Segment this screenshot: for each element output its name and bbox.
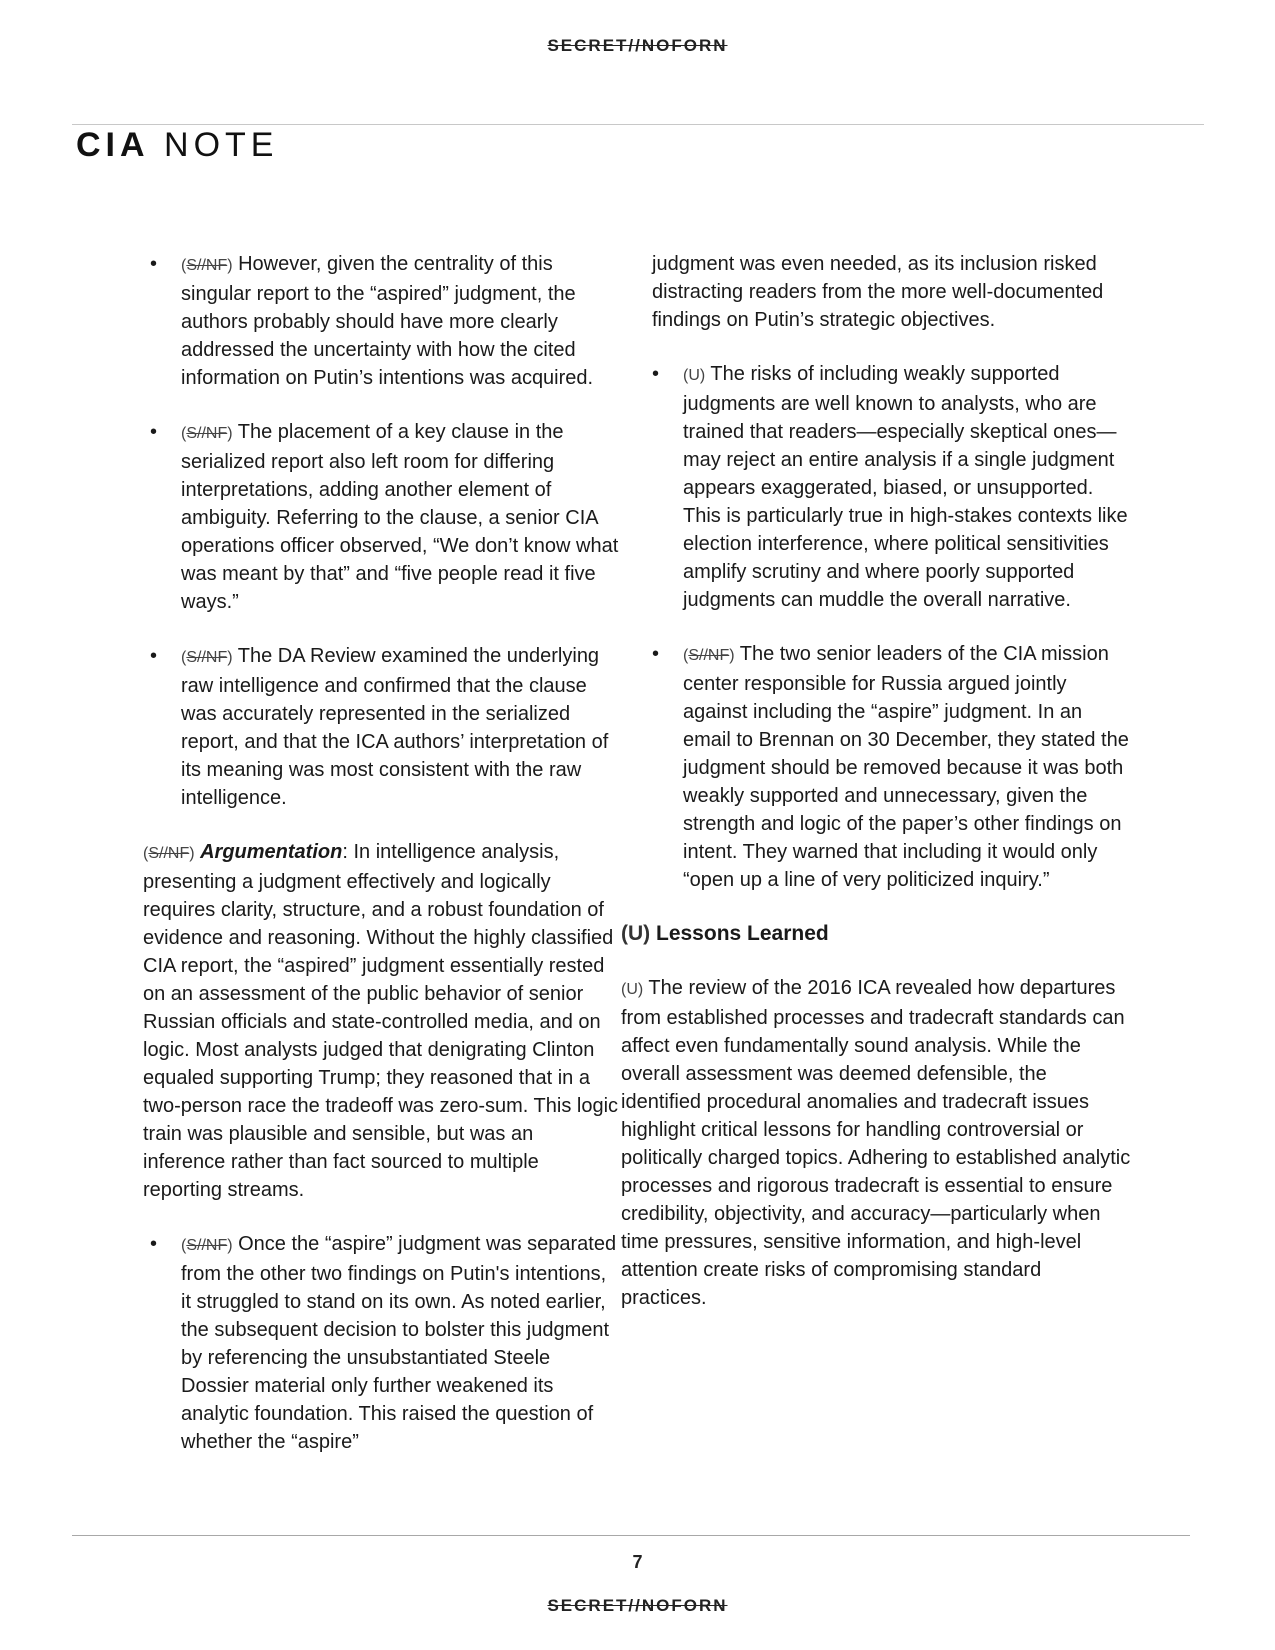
classification-marking: S//NF — [186, 425, 228, 442]
header-rule — [72, 124, 1204, 125]
masthead-note: NOTE — [164, 126, 279, 164]
masthead — [76, 126, 278, 165]
paragraph-text: The review of the 2016 ICA revealed how departures from established processes and tradecraft standards can affect even fundamentally sound analysis. While the overall assessment was deemed defensible, the identified procedural anomalies and tradecraft issues highlight critical lessons for handling controversial or politically charged topics. Adhering to established analytic processes and rigorous tradecraft is essential to ensure credibility, objectivity, and accuracy—particularly when time pressures, sensitive information, and high-level attention create risks of compromising standard practices. — [621, 977, 1131, 1309]
section-heading-lessons-learned — [621, 920, 1132, 948]
bullet-text: The two senior leaders of the CIA mission center responsible for Russia argued jointly against including the “aspire” judgment. In an email to Brennan on 30 December, they stated the judgment should be removed because it was both weakly supported and unnecessary, given the strength and logic of the paper’s other findings on intent. They warned that including it would only “open up a line of very politicized inquiry.” — [683, 643, 1129, 891]
heading-marking: (U) — [621, 922, 651, 945]
classification-marking: S//NF — [186, 649, 228, 666]
classification-marking: U — [688, 367, 700, 384]
bullet-text: The placement of a key clause in the serialized report also left room for differing interpretations, adding another element of ambiguity. Referring to the clause, a senior CIA operations officer observed, “We don’t know what was meant by that” and “five people read it five ways.” — [181, 421, 619, 613]
bullet-text: judgment was even needed, as its inclusion risked distracting readers from the more well-documented findings on Putin’s strategic objectives. — [652, 253, 1104, 331]
bullet-text: The risks of including weakly supported judgments are well known to analysts, who are trained that readers—especially skeptical ones—may reject an entire analysis if a single judgment appears exaggerated, biased, or unsupported. This is particularly true in high-stakes contexts like election interference, where political sensitivities amplify scrutiny and where poorly supported judgments can muddle the overall narrative. — [683, 363, 1128, 611]
bullet-text: However, given the centrality of this singular report to the “aspired” judgment, the authors probably should have more clearly addressed the uncertainty with how the cited information on Putin’s intentions was acquired. — [181, 253, 594, 389]
classification-marking: U — [626, 981, 638, 998]
classification-marking: S//NF — [688, 647, 730, 664]
classification-marking: S//NF — [186, 257, 228, 274]
footer-rule — [72, 1535, 1190, 1536]
bullet-aspire-continued — [652, 250, 1132, 334]
paragraph-text: In intelligence analysis, presenting a judgment effectively and logically requires clarity, structure, and a robust foundation of evidence and reasoning. Without the highly classified CIA report, the “aspired” judgment essentially rested on an assessment of the public behavior of senior Russian officials and state-controlled media, and on logic. Most analysts judged that denigrating Clinton equaled supporting Trump; they reasoned that in a two-person race the tradeoff was zero-sum. This logic train was plausible and sensible, but was an inference rather than fact sourced to multiple reporting streams. — [143, 841, 619, 1201]
bullet-aspire-separated: • (S//NF) Once the “aspire” judgment was separated from the other two findings on Putin's intentions, it struggled to stand on its own. As noted earlier, the subsequent decision to bolster this judgment by referencing the unsubstantiated Steele Dossier material only further weakened its analytic foundation. This raised the question of whether the “aspire” — [150, 1230, 620, 1456]
bullet-weak-judgments: • (U) The risks of including weakly supported judgments are well known to analysts, who are trained that readers—especially skeptical ones—may reject an entire analysis if a single judgment appears exaggerated, biased, or unsupported. This is particularly true in high-stakes contexts like election interference, where political sensitivities amplify scrutiny and where poorly supported judgments can muddle the overall narrative. — [652, 360, 1132, 614]
paragraph-lessons: (U) The review of the 2016 ICA revealed how departures from established processes and tradecraft standards can affect even fundamentally sound analysis. While the overall assessment was deemed defensible, the identified procedural anomalies and tradecraft issues highlight critical lessons for handling controversial or politically charged topics. Adhering to established analytic processes and rigorous tradecraft is essential to ensure credibility, objectivity, and accuracy—particularly when time pressures, sensitive information, and high-level attention create risks of compromising standard practices. — [621, 977, 1131, 1309]
classification-marking: S//NF — [186, 1237, 228, 1254]
right-column — [621, 250, 1132, 1338]
heading-text: Lessons Learned — [656, 922, 829, 945]
paragraph-lead: Argumentation — [200, 841, 343, 863]
classification-marking: S//NF — [148, 845, 190, 862]
paragraph-argumentation: (S//NF) Argumentation: In intelligence analysis, presenting a judgment effectively and logically requires clarity, structure, and a robust foundation of evidence and reasoning. Without the highly classified CIA report, the “aspired” judgment essentially rested on an assessment of the public behavior of senior Russian officials and state-controlled media, and on logic. Most analysts judged that denigrating Clinton equaled supporting Trump; they reasoned that in a two-person race the tradeoff was zero-sum. This logic train was plausible and sensible, but was an inference rather than fact sourced to multiple reporting streams. — [143, 841, 619, 1201]
top-classification-banner: SECRET//NOFORN — [547, 36, 728, 55]
bullet-key-clause: • (S//NF) The placement of a key clause in the serialized report also left room for differing interpretations, adding another element of ambiguity. Referring to the clause, a senior CIA operations officer observed, “We don’t know what was meant by that” and “five people read it five ways.” — [150, 418, 620, 616]
page-number: 7 — [632, 1552, 643, 1572]
bullet-da-review: • (S//NF) The DA Review examined the underlying raw intelligence and confirmed that the clause was accurately represented in the serialized report, and that the ICA authors’ interpretation of its meaning was most consistent with the raw intelligence. — [150, 642, 620, 812]
left-column — [143, 250, 620, 1482]
bullet-centrality: • (S//NF) However, given the centrality of this singular report to the “aspired” judgment, the authors probably should have more clearly addressed the uncertainty with how the cited information on Putin’s intentions was acquired. — [150, 250, 620, 392]
bullet-text: Once the “aspire” judgment was separated from the other two findings on Putin's intentions, it struggled to stand on its own. As noted earlier, the subsequent decision to bolster this judgment by referencing the unsubstantiated Steele Dossier material only further weakened its analytic foundation. This raised the question of whether the “aspire” — [181, 1233, 617, 1453]
bullet-mission-center: • (S//NF) The two senior leaders of the CIA mission center responsible for Russia argued jointly against including the “aspire” judgment. In an email to Brennan on 30 December, they stated the judgment should be removed because it was both weakly supported and unnecessary, given the strength and logic of the paper’s other findings on intent. They warned that including it would only “open up a line of very politicized inquiry.” — [652, 640, 1132, 894]
bullet-text: The DA Review examined the underlying raw intelligence and confirmed that the clause was accurately represented in the serialized report, and that the ICA authors’ interpretation of its meaning was most consistent with the raw intelligence. — [181, 645, 609, 809]
masthead-cia: CIA — [76, 126, 150, 164]
bottom-classification-banner: SECRET//NOFORN — [547, 1596, 728, 1615]
